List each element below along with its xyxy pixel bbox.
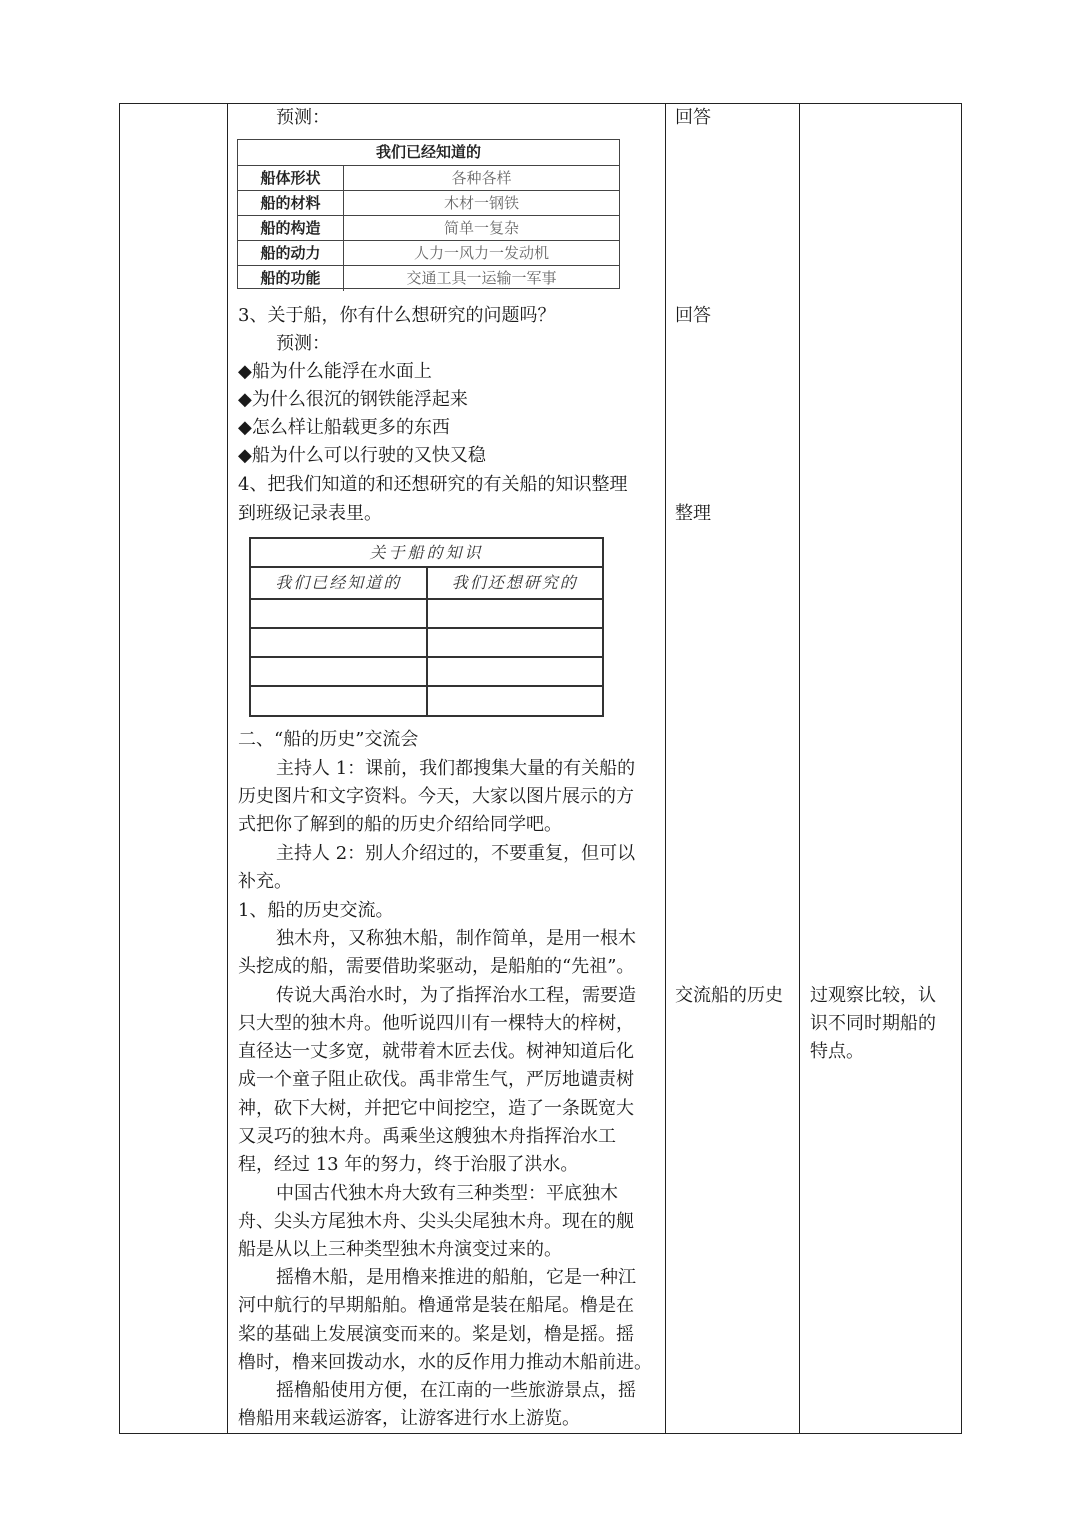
known-value: 木材一钢铁 (443, 194, 519, 212)
table-divider-3 (799, 103, 800, 1434)
paragraph-line: 船是从以上三种类型独木舟演变过来的。 (238, 1239, 562, 1260)
known-table-row (238, 166, 619, 191)
paragraph-line: 橹船用来载运游客，让游客进行水上游览。 (238, 1408, 580, 1429)
paragraph-line: 神，砍下大树，并把它中间挖空，造了一条既宽大 (238, 1098, 634, 1119)
table-divider-1 (227, 103, 228, 1434)
known-key: 船的动力 (238, 241, 344, 265)
paragraph-line: 成一个童子阻止砍伐。禹非常生气，严厉地谴责树 (238, 1069, 634, 1090)
table-border-top (119, 103, 962, 104)
predict-label: 预测： (276, 333, 330, 354)
paragraph-line: 头挖成的船，需要借助桨驱动，是船舶的“先祖”。 (238, 956, 635, 977)
host1-text: 式把你了解到的船的历史介绍给同学吧。 (238, 814, 562, 835)
known-key: 船的材料 (238, 191, 344, 215)
subheading: 1、船的历史交流。 (238, 900, 394, 921)
paragraph-line: 独木舟，又称独木船，制作简单，是用一根木 (276, 928, 636, 949)
known-value: 各种各样 (451, 169, 512, 187)
predict-label: 预测： (276, 107, 330, 128)
paragraph-line: 只大型的独木舟。他听说四川有一棵特大的梓树， (238, 1013, 634, 1034)
known-value: 人力一风力一发动机 (413, 244, 549, 262)
known-key: 船的构造 (238, 216, 344, 240)
host1-text: 历史图片和文字资料。今天，大家以图片展示的方 (238, 786, 634, 807)
table-border-left (119, 103, 120, 1434)
intent-text: 过观察比较，认 (810, 985, 936, 1006)
record-empty-row (251, 687, 602, 716)
paragraph-line: 又灵巧的独木舟。禹乘坐这艘独木舟指挥治水工 (238, 1126, 616, 1147)
host1-text: 主持人 1：课前，我们都搜集大量的有关船的 (276, 758, 636, 779)
student-answer: 回答 (675, 305, 711, 326)
paragraph-line: 舟、尖头方尾独木舟、尖头尖尾独木舟。现在的舰 (238, 1211, 634, 1232)
table-border-bottom (119, 1433, 962, 1434)
student-organize: 整理 (675, 503, 711, 524)
record-table-header (251, 568, 602, 600)
record-empty-row (251, 658, 602, 687)
question-4: 4、把我们知道的和还想研究的有关船的知识整理 (238, 474, 628, 495)
paragraph-line: 摇橹船使用方便，在江南的一些旅游景点，摇 (276, 1380, 636, 1401)
known-table-header: 我们已经知道的 (238, 140, 619, 166)
known-table-row (238, 191, 619, 216)
paragraph-line: 程，经过 13 年的努力，终于治服了洪水。 (238, 1154, 579, 1175)
known-value: 交通工具一运输一军事 (406, 269, 557, 287)
record-col-known: 我们已经知道的 (251, 568, 428, 598)
bullet-item: ◆为什么很沉的钢铁能浮起来 (238, 389, 468, 410)
record-col-research: 我们还想研究的 (451, 573, 578, 592)
question-3: 3、关于船，你有什么想研究的问题吗？ (238, 305, 556, 326)
record-empty-row (251, 629, 602, 658)
host2-text: 主持人 2：别人介绍过的，不要重复，但可以 (276, 843, 636, 864)
paragraph-line: 直径达一丈多宽，就带着木匠去伐。树神知道后化 (238, 1041, 634, 1062)
intent-text: 特点。 (810, 1041, 864, 1062)
question-4: 到班级记录表里。 (238, 503, 382, 524)
intent-text: 识不同时期船的 (810, 1013, 936, 1034)
paragraph-line: 中国古代独木舟大致有三种类型：平底独木 (276, 1183, 618, 1204)
paragraph-line: 桨的基础上发展演变而来的。桨是划，橹是摇。摇 (238, 1324, 634, 1345)
bullet-item: ◆怎么样让船载更多的东西 (238, 417, 450, 438)
known-table-row (238, 216, 619, 241)
bullet-item: ◆船为什么可以行驶的又快又稳 (238, 445, 486, 466)
student-exchange: 交流船的历史 (675, 985, 783, 1006)
paragraph-line: 传说大禹治水时，为了指挥治水工程，需要造 (276, 985, 636, 1006)
table-divider-2 (665, 103, 666, 1434)
known-value: 简单一复杂 (443, 219, 519, 237)
known-table-row (238, 266, 619, 291)
record-table-title: 关于船的知识 (251, 539, 602, 568)
bullet-item: ◆船为什么能浮在水面上 (238, 361, 432, 382)
known-table-row (238, 241, 619, 266)
known-key: 船体形状 (238, 166, 344, 190)
host2-text: 补充。 (238, 871, 292, 892)
section-heading: 二、“船的历史”交流会 (238, 729, 419, 750)
record-table (249, 537, 604, 717)
paragraph-line: 河中航行的早期船舶。橹通常是装在船尾。橹是在 (238, 1295, 634, 1316)
table-border-right (961, 103, 962, 1434)
record-empty-row (251, 600, 602, 629)
known-key: 船的功能 (238, 266, 344, 291)
student-answer: 回答 (675, 107, 711, 128)
paragraph-line: 橹时，橹来回拨动水，水的反作用力推动木船前进。 (238, 1352, 652, 1373)
known-table (237, 139, 620, 289)
paragraph-line: 摇橹木船，是用橹来推进的船舶，它是一种江 (276, 1267, 636, 1288)
